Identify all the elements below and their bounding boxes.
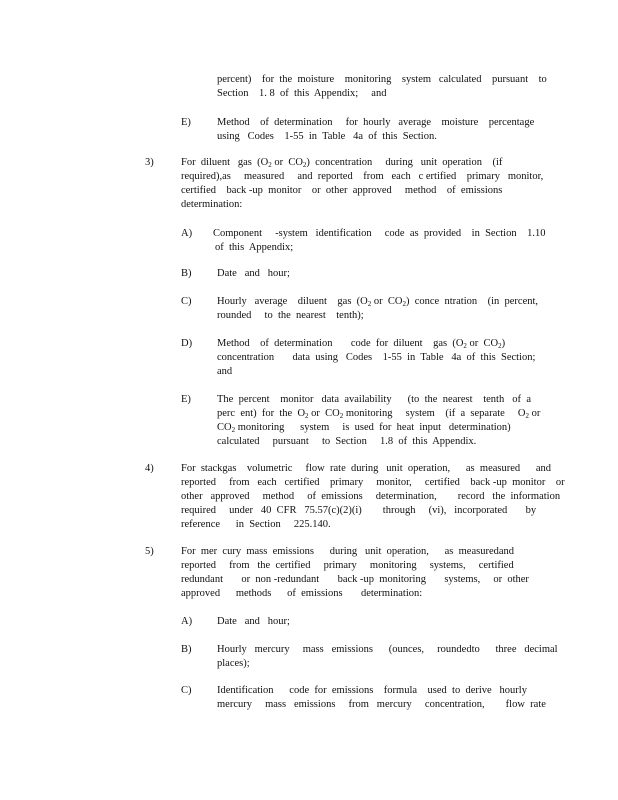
item-3-diluent-gas (181, 156, 544, 212)
item-marker: E) (181, 117, 191, 128)
subscript: 2 (268, 161, 272, 169)
text-line (217, 421, 531, 435)
text-line: For mer cury mass emissions during unit operation, as measuredand (181, 546, 515, 557)
continuation-paragraph (217, 73, 547, 101)
text-line: Date and hour; (217, 268, 290, 279)
item-c-identification-code (217, 684, 546, 712)
item-marker: A) (181, 616, 193, 627)
subscript: 2 (402, 300, 406, 308)
subscript: 2 (498, 342, 502, 350)
text-segment: or CO (308, 408, 340, 419)
text-line: Identification code for emissions formula used to derive hourly (217, 685, 527, 696)
item-e-data-availability (217, 393, 541, 449)
subscript: 2 (339, 412, 344, 420)
text-segment: or CO (371, 296, 403, 307)
item-4-stackgas-flow (181, 462, 565, 532)
text-line: Hourly mercury mass emissions (ounces, roundedto three decimal (217, 644, 558, 655)
subscript: 2 (367, 300, 372, 308)
item-marker: 3) (145, 157, 154, 168)
item-marker: 4) (145, 463, 154, 474)
text-line (217, 295, 539, 309)
text-segment: monitoring system is used for heat input determination) (235, 422, 511, 433)
text-segment: Hourly average diluent gas (O (217, 296, 368, 307)
item-a-component-id (213, 227, 546, 255)
text-line: Method of determination for hourly average moisture percentage (217, 117, 535, 128)
subscript: 2 (231, 426, 236, 434)
text-line: Component -system identification code as provided in Section 1.10 (213, 228, 546, 239)
item-a-date-hour (217, 615, 367, 629)
text-line (181, 156, 529, 170)
text-segment: or CO (466, 338, 499, 349)
text-line: using Codes 1-55 in Table 4a of this Section. (217, 131, 437, 142)
text-line: required),as measured and reported from each c ertified primary monitor, (181, 171, 544, 182)
text-line: concentration data using Codes 1-55 in Table 4a of this Section; (217, 352, 536, 363)
text-line: mercury mass emissions from mercury concentration, flow rate (217, 699, 546, 710)
text-line: of this Appendix; (215, 242, 294, 253)
text-line: Date and hour; (217, 616, 290, 627)
text-segment: Method of determination code for diluent gas (O (217, 338, 464, 349)
text-segment: ) conce ntration (in percent, (405, 296, 539, 307)
item-marker: C) (181, 296, 192, 307)
text-segment: monitoring system (if a separate O (343, 408, 526, 419)
text-line: certified back -up monitor or other approved method of emissions (181, 185, 503, 196)
text-line: determination: (181, 199, 243, 210)
item-5-mercury-emissions (181, 545, 529, 601)
item-marker: D) (181, 338, 193, 349)
item-d-diluent-method (217, 337, 536, 379)
text-line: required under 40 CFR 75.57(c)(2)(i) through (vi), incorporated by (181, 505, 537, 516)
text-line: other approved method of emissions determination, record the information (181, 491, 561, 502)
text-line: reported from each certified primary monitor, certified back -up monitor or (181, 477, 565, 488)
subscript: 2 (463, 342, 467, 350)
text-segment: ) (501, 338, 506, 349)
item-marker: E) (181, 394, 191, 405)
item-b-date-hour (217, 267, 367, 281)
text-line: Section 1. 8 of this Appendix; and (217, 88, 387, 99)
text-segment: perc ent) for the O (217, 408, 306, 419)
text-segment: or CO (271, 157, 303, 168)
text-line: reported from the certified primary monitoring systems, certified (181, 560, 514, 571)
item-marker: C) (181, 685, 192, 696)
text-segment: CO (217, 422, 232, 433)
item-marker: B) (181, 644, 192, 655)
subscript: 2 (302, 161, 307, 169)
text-line: redundant or non -redundant back -up monitoring systems, or other (181, 574, 529, 585)
text-line: approved methods of emissions determination: (181, 588, 423, 599)
subscript: 2 (305, 412, 309, 420)
text-line: places); (217, 658, 250, 669)
text-line: reference in Section 225.140. (181, 519, 331, 530)
subscript: 2 (525, 412, 530, 420)
text-line: For stackgas volumetric flow rate during unit operation, as measured and (181, 463, 552, 474)
text-segment: or (529, 408, 541, 419)
text-segment: For diluent gas (O (181, 157, 269, 168)
item-e-moisture-method (217, 116, 535, 144)
text-line: and (217, 366, 233, 377)
item-marker: 5) (145, 546, 154, 557)
text-line: percent) for the moisture monitoring system calculated pursuant to (217, 74, 547, 85)
item-b-hourly-mercury (217, 643, 558, 671)
text-line (217, 337, 527, 351)
text-segment: ) concentration during unit operation (if (306, 157, 503, 168)
item-c-hourly-diluent (217, 295, 539, 323)
text-line: The percent monitor data availability (to the nearest tenth of a (217, 394, 531, 405)
item-marker: A) (181, 228, 193, 239)
item-marker: B) (181, 268, 192, 279)
text-line: calculated pursuant to Section 1.8 of this Appendix. (217, 436, 477, 447)
text-line: rounded to the nearest tenth); (217, 310, 364, 321)
text-line (217, 407, 541, 421)
